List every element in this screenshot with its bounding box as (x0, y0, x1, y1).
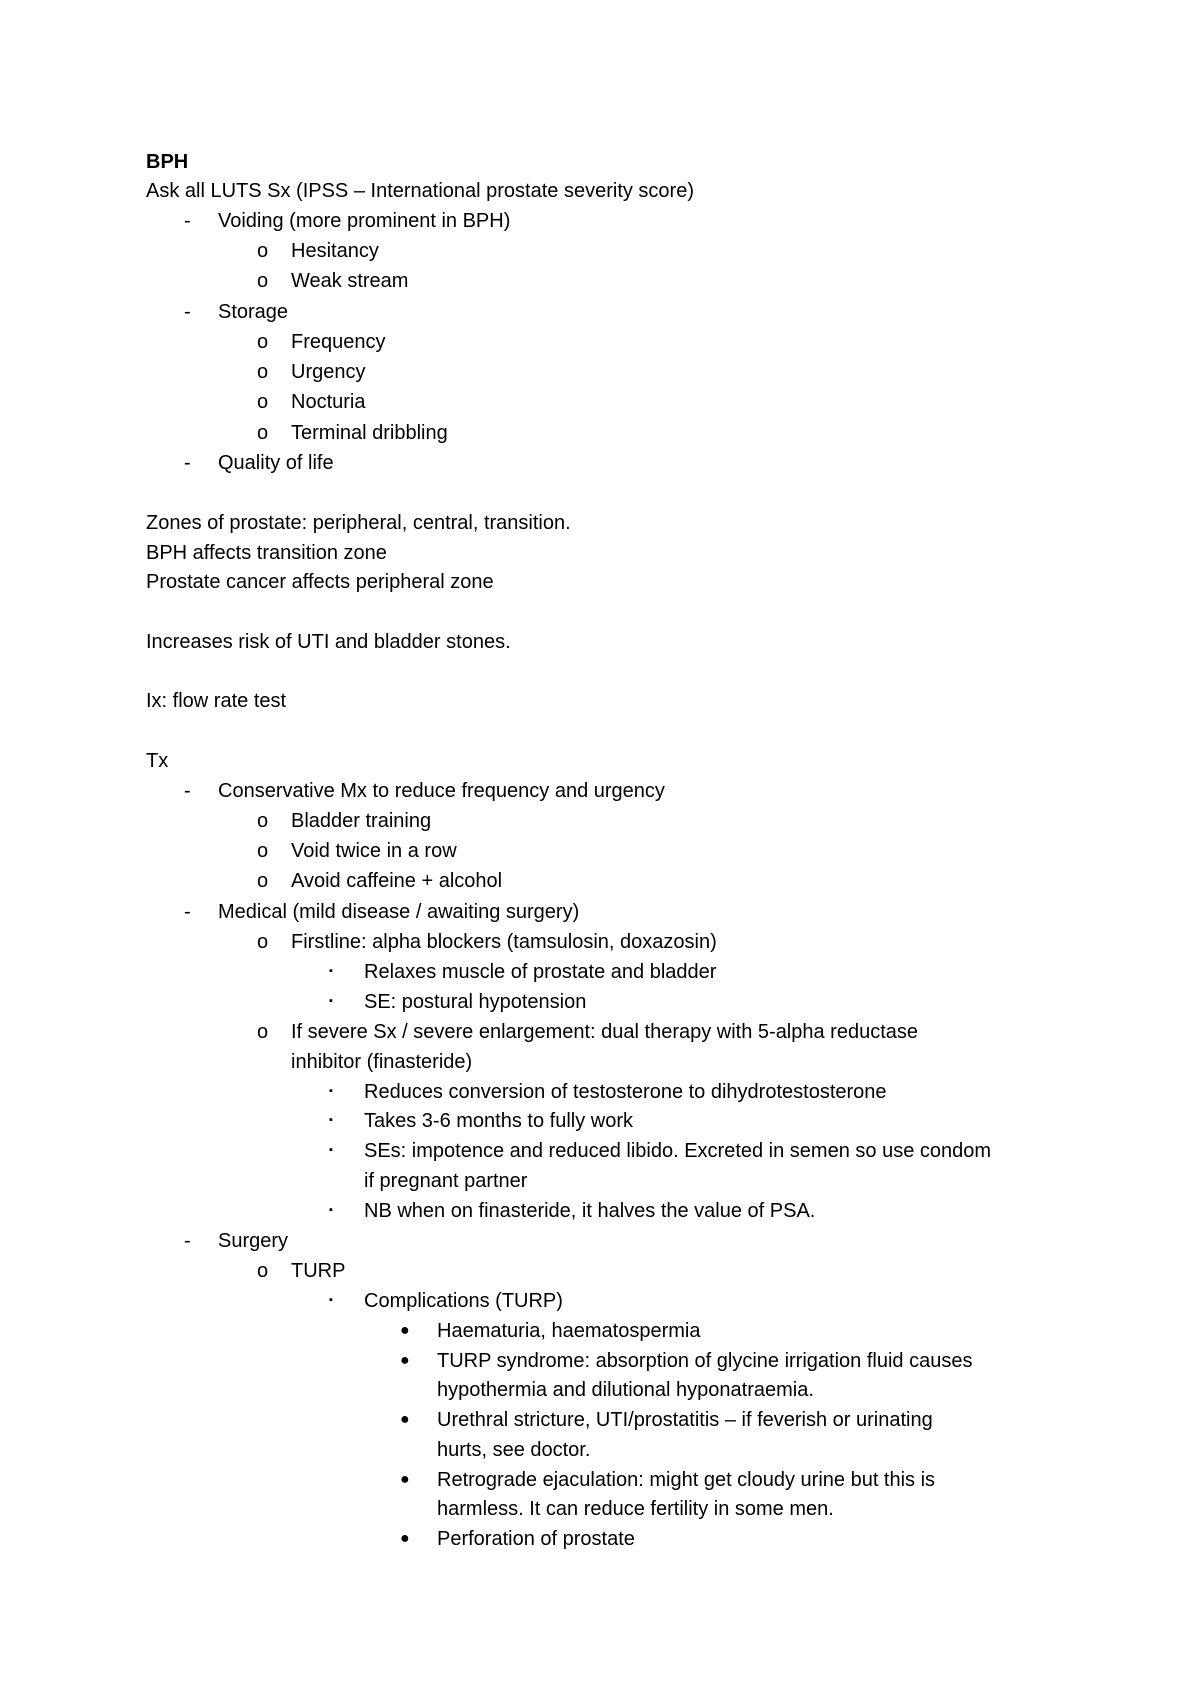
circle-bullet: o (257, 391, 269, 413)
paragraph-line (0, 746, 1200, 776)
firstline-item: SE: postural hypotension (364, 991, 587, 1013)
dash-bullet: - (184, 780, 191, 802)
square-bullet: ▪ (329, 1144, 333, 1156)
storage-item: Nocturia (291, 391, 366, 413)
list-item (0, 1196, 1200, 1226)
list-item-continuation (0, 1375, 1200, 1405)
dot-bullet: ● (400, 1530, 410, 1547)
dash-bullet: - (184, 210, 191, 232)
voiding-label: Voiding (more prominent in BPH) (218, 210, 511, 232)
dot-bullet: ● (400, 1352, 410, 1369)
list-item (0, 957, 1200, 987)
severe-item: Reduces conversion of testosterone to dihydrotestosterone (364, 1081, 887, 1103)
square-bullet: ▪ (329, 1294, 333, 1306)
complications-label: Complications (TURP) (364, 1290, 563, 1312)
list-item (0, 327, 1200, 357)
paragraph-line (0, 627, 1200, 657)
conservative-label: Conservative Mx to reduce frequency and urgency (218, 780, 665, 802)
list-item (0, 236, 1200, 266)
circle-bullet: o (257, 240, 269, 262)
list-item (0, 1256, 1200, 1286)
circle-bullet: o (257, 810, 269, 832)
nb-text: NB when on finasteride, it halves the value of PSA. (364, 1200, 816, 1222)
dash-bullet: - (184, 1230, 191, 1252)
list-item (0, 206, 1200, 236)
complication-item: Perforation of prostate (437, 1528, 635, 1550)
se-text-cont: if pregnant partner (364, 1170, 528, 1192)
conservative-item: Avoid caffeine + alcohol (291, 870, 503, 892)
severe-text: If severe Sx / severe enlargement: dual therapy with 5-alpha reductase (291, 1021, 919, 1043)
circle-bullet: o (257, 422, 269, 444)
quality-label: Quality of life (218, 452, 334, 474)
surgery-label: Surgery (218, 1230, 289, 1252)
voiding-item: Weak stream (291, 270, 409, 292)
square-bullet: ▪ (329, 1114, 333, 1126)
list-item (0, 297, 1200, 327)
conservative-item: Bladder training (291, 810, 432, 832)
list-item (0, 357, 1200, 387)
list-item (0, 927, 1200, 957)
document-title: BPH (146, 151, 189, 173)
list-item (0, 1106, 1200, 1136)
risk-text: Increases risk of UTI and bladder stones. (146, 631, 511, 653)
circle-bullet: o (257, 361, 269, 383)
paragraph-line (0, 538, 1200, 568)
firstline-item: Relaxes muscle of prostate and bladder (364, 961, 717, 983)
circle-bullet: o (257, 1021, 269, 1043)
list-item (0, 1077, 1200, 1107)
intro-line (0, 176, 1200, 206)
list-item (0, 987, 1200, 1017)
storage-item: Frequency (291, 331, 386, 353)
complication-item-cont: hypothermia and dilutional hyponatraemia. (437, 1379, 814, 1401)
dot-bullet: ● (400, 1322, 410, 1339)
severe-item: Takes 3-6 months to fully work (364, 1110, 633, 1132)
list-item-continuation (0, 1047, 1200, 1077)
firstline-text: Firstline: alpha blockers (tamsulosin, doxazosin) (291, 931, 717, 953)
list-item (0, 1346, 1200, 1376)
ix-text: Ix: flow rate test (146, 690, 287, 712)
circle-bullet: o (257, 931, 269, 953)
list-item-continuation (0, 1494, 1200, 1524)
circle-bullet: o (257, 270, 269, 292)
paragraph-line (0, 686, 1200, 716)
square-bullet: ▪ (329, 995, 333, 1007)
circle-bullet: o (257, 1260, 269, 1282)
circle-bullet: o (257, 840, 269, 862)
dash-bullet: - (184, 901, 191, 923)
turp-label: TURP (291, 1260, 346, 1282)
severe-text-cont: inhibitor (finasteride) (291, 1051, 473, 1073)
complication-item-cont: harmless. It can reduce fertility in some men. (437, 1498, 834, 1520)
storage-item: Terminal dribbling (291, 422, 448, 444)
storage-item: Urgency (291, 361, 366, 383)
list-item (0, 1017, 1200, 1047)
list-item (0, 836, 1200, 866)
list-item (0, 1226, 1200, 1256)
list-item (0, 1316, 1200, 1346)
dash-bullet: - (184, 452, 191, 474)
list-item (0, 448, 1200, 478)
list-item (0, 897, 1200, 927)
complication-item: TURP syndrome: absorption of glycine irrigation fluid causes (437, 1350, 973, 1372)
list-item-continuation (0, 1166, 1200, 1196)
complication-item-cont: hurts, see doctor. (437, 1439, 591, 1461)
list-item-continuation (0, 1435, 1200, 1465)
list-item (0, 418, 1200, 448)
title-line (0, 147, 1200, 177)
zones-text: Prostate cancer affects peripheral zone (146, 571, 494, 593)
list-item (0, 266, 1200, 296)
dash-bullet: - (184, 301, 191, 323)
zones-text: Zones of prostate: peripheral, central, transition. (146, 512, 571, 534)
complication-item: Retrograde ejaculation: might get cloudy urine but this is (437, 1469, 936, 1491)
se-text: SEs: impotence and reduced libido. Excreted in semen so use condom (364, 1140, 992, 1162)
list-item (0, 776, 1200, 806)
list-item (0, 1286, 1200, 1316)
dot-bullet: ● (400, 1411, 410, 1428)
complication-item: Urethral stricture, UTI/prostatitis – if feverish or urinating (437, 1409, 933, 1431)
list-item (0, 387, 1200, 417)
dot-bullet: ● (400, 1471, 410, 1488)
tx-heading: Tx (146, 750, 169, 772)
complication-item: Haematuria, haematospermia (437, 1320, 701, 1342)
storage-label: Storage (218, 301, 289, 323)
medical-label: Medical (mild disease / awaiting surgery) (218, 901, 580, 923)
list-item (0, 1405, 1200, 1435)
paragraph-line (0, 508, 1200, 538)
square-bullet: ▪ (329, 1204, 333, 1216)
list-item (0, 1465, 1200, 1495)
square-bullet: ▪ (329, 965, 333, 977)
intro-text: Ask all LUTS Sx (IPSS – International prostate severity score) (146, 180, 694, 202)
paragraph-line (0, 567, 1200, 597)
list-item (0, 806, 1200, 836)
list-item (0, 866, 1200, 896)
list-item (0, 1136, 1200, 1166)
circle-bullet: o (257, 331, 269, 353)
zones-text: BPH affects transition zone (146, 542, 387, 564)
circle-bullet: o (257, 870, 269, 892)
list-item (0, 1524, 1200, 1554)
square-bullet: ▪ (329, 1085, 333, 1097)
voiding-item: Hesitancy (291, 240, 379, 262)
conservative-item: Void twice in a row (291, 840, 457, 862)
